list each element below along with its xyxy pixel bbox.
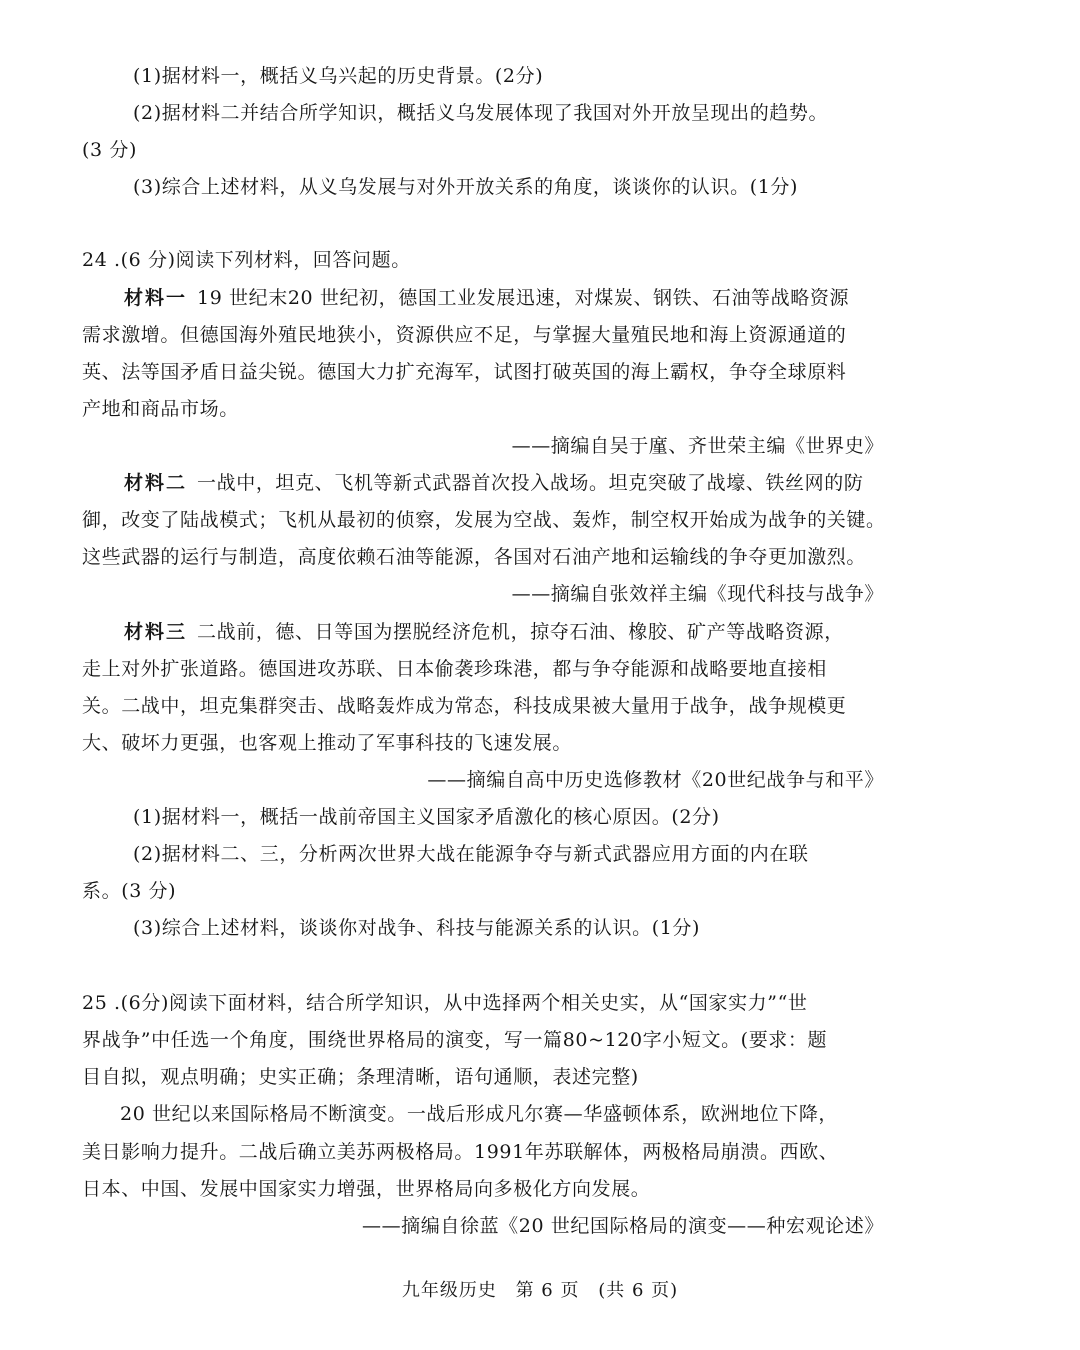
q23-subquestion-2-line1: (2)据材料二并结合所学知识，概括义乌发展体现了我国对外开放呈现出的趋势。 [133,102,829,124]
q24-header: 24 .(6 分)阅读下列材料，回答问题。 [82,249,411,271]
q24-subquestion-3: (3)综合上述材料，谈谈你对战争、科技与能源关系的认识。(1分) [133,917,701,939]
q25-material-line2: 美日影响力提升。二战后确立美苏两极格局。1991年苏联解体，两极格局崩溃。西欧、 [82,1141,839,1163]
q25-prompt-line3: 目自拟，观点明确；史实正确；条理清晰，语句通顺，表述完整) [82,1066,639,1088]
footer-subject: 九年级历史 [401,1280,497,1301]
q23-subquestion-3: (3)综合上述材料，从义乌发展与对外开放关系的角度，谈谈你的认识。(1分) [133,176,799,198]
q25-material-line1: 20 世纪以来国际格局不断演变。一战后形成凡尔赛—华盛顿体系，欧洲地位下降， [120,1103,839,1125]
q24-material-3-line1 [124,620,1014,644]
q24-material-1-source: ——摘编自吴于廑、齐世荣主编《世界史》 [511,435,884,457]
q24-material-1-line1 [124,286,1014,310]
q24-material-2-line3: 这些武器的运行与制造，高度依赖石油等能源，各国对石油产地和运输线的争夺更加激烈。 [82,546,867,568]
q24-subquestion-2-line2: 系。(3 分) [82,880,177,902]
q24-material-3-line4: 大、破坏力更强，也客观上推动了军事科技的飞速发展。 [82,732,573,754]
material-2-label: 材料二 [124,472,188,494]
material-3-text: 二战前，德、日等国为摆脱经济危机，掠夺石油、橡胶、矿产等战略资源， [197,621,844,643]
q24-material-1-line2: 需求激增。但德国海外殖民地狭小，资源供应不足，与掌握大量殖民地和海上资源通道的 [82,324,847,346]
q25-prompt-line1: 25 .(6分)阅读下面材料，结合所学知识，从中选择两个相关史实，从“国家实力”“世 [82,992,808,1014]
q24-material-3-line3: 关。二战中，坦克集群突击、战略轰炸成为常态，科技成果被大量用于战争，战争规模更 [82,695,847,717]
q24-material-2-line1 [124,471,1014,495]
material-3-label: 材料三 [124,621,188,643]
material-1-text: 19 世纪末20 世纪初，德国工业发展迅速，对煤炭、钢铁、石油等战略资源 [197,287,850,309]
q24-material-2-source: ——摘编自张效祥主编《现代科技与战争》 [511,583,884,605]
q24-material-2-line2: 御，改变了陆战模式；飞机从最初的侦察，发展为空战、轰炸，制空权开始成为战争的关键。 [82,509,886,531]
footer-total-pages: (共 6 页) [598,1280,679,1301]
q24-material-3-line2: 走上对外扩张道路。德国进攻苏联、日本偷袭珍珠港，都与争夺能源和战略要地直接相 [82,658,827,680]
q25-material-line3: 日本、中国、发展中国家实力增强，世界格局向多极化方向发展。 [82,1178,651,1200]
q24-material-3-source: ——摘编自高中历史选修教材《20世纪战争与和平》 [427,769,884,791]
q24-subquestion-1: (1)据材料一，概括一战前帝国主义国家矛盾激化的核心原因。(2分) [133,806,720,828]
q25-prompt-line2: 界战争”中任选一个角度，围绕世界格局的演变，写一篇80~120字小短文。(要求：题 [82,1029,828,1051]
q23-subquestion-1: (1)据材料一，概括义乌兴起的历史背景。(2分) [133,65,544,87]
page-footer [0,1276,1080,1302]
q24-subquestion-2-line1: (2)据材料二、三，分析两次世界大战在能源争夺与新式武器应用方面的内在联 [133,843,809,865]
material-2-text: 一战中，坦克、飞机等新式武器首次投入战场。坦克突破了战壕、铁丝网的防 [197,472,864,494]
q25-source: ——摘编自徐蓝《20 世纪国际格局的演变——种宏观论述》 [361,1215,884,1237]
q24-material-1-line4: 产地和商品市场。 [82,398,239,420]
footer-page-number: 第 6 页 [515,1280,580,1301]
material-1-label: 材料一 [124,287,188,309]
q24-material-1-line3: 英、法等国矛盾日益尖锐。德国大力扩充海军，试图打破英国的海上霸权，争夺全球原料 [82,361,847,383]
q23-subquestion-2-line2: (3 分) [82,139,137,161]
